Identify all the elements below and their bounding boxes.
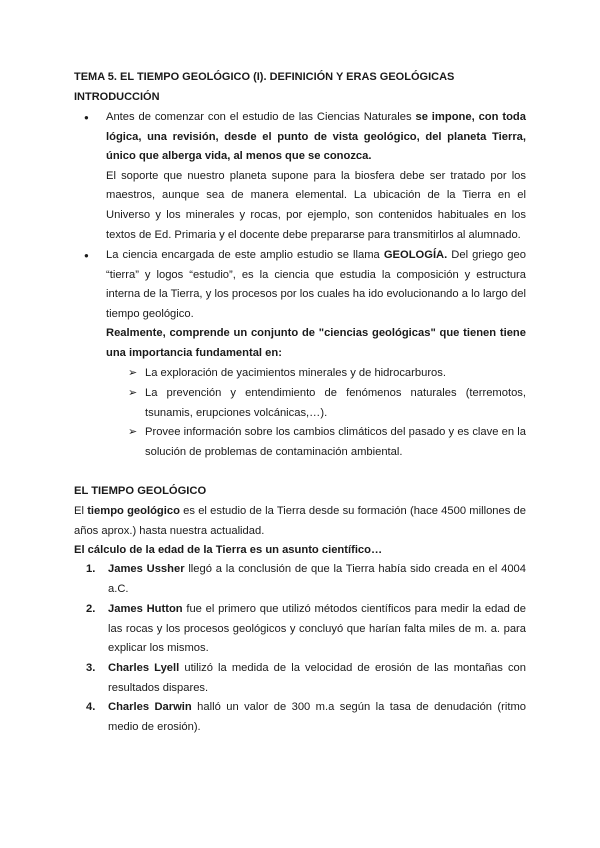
- list-number: 2.: [86, 603, 96, 615]
- list-number: 1.: [86, 563, 96, 575]
- tiempo-paragraph-2: El cálculo de la edad de la Tierra es un asunto científico…: [74, 544, 383, 556]
- tiempo-p1-rest: es el estudio de la Tierra desde su formación (hace 4500 millones de años aprox.) hasta nuestra actualidad.: [74, 505, 527, 537]
- list-number: 4.: [86, 701, 96, 713]
- intro-bullet-2-text: [106, 246, 526, 324]
- bullet-icon: ●: [84, 251, 89, 260]
- sub-item-3-text: Provee información sobre los cambios climáticos del pasado y es clave en la solución de problemas de contaminación ambiental.: [145, 426, 526, 458]
- title-line-1: TEMA 5. EL TIEMPO GEOLÓGICO (I). DEFINICIÓN Y ERAS GEOLÓGICAS: [74, 71, 455, 83]
- sub-item-1: [128, 364, 526, 384]
- arrow-bullet-icon: ➢: [128, 426, 138, 438]
- scientist-name: Charles Darwin: [108, 701, 192, 713]
- scientist-name: James Hutton: [108, 603, 183, 615]
- scientist-description: llegó a la conclusión de que la Tierra había sido creada en el 4004 a.C.: [108, 563, 526, 595]
- title-line-2: INTRODUCCIÓN: [74, 90, 160, 103]
- intro-bullet-2-lead: La ciencia encargada de este amplio estudio se llama: [106, 249, 384, 261]
- scientist-description: utilizó la medida de la velocidad de erosión de las montañas con resultados dispares.: [108, 662, 526, 694]
- scientist-description: halló un valor de 300 m.a según la tasa de denudación (ritmo medio de erosión).: [108, 701, 527, 733]
- section-heading-tiempo: EL TIEMPO GEOLÓGICO: [74, 485, 207, 497]
- arrow-bullet-icon: ➢: [128, 367, 138, 379]
- scientist-name: Charles Lyell: [108, 662, 180, 674]
- intro-bullet-2-bold-paragraph: Realmente, comprende un conjunto de "ciencias geológicas" que tienen tiene una importancia fundamental en:: [106, 327, 526, 359]
- scientist-item-1: [86, 560, 526, 599]
- scientist-description: fue el primero que utilizó métodos científicos para medir la edad de las rocas y los procesos geológicos y concluyó que harían falta miles de m. a. para explicar los mismos.: [108, 603, 526, 655]
- sub-item-3: [128, 423, 526, 462]
- scientist-item-4-text: [108, 698, 526, 737]
- intro-bullet-1-paragraph: El soporte que nuestro planeta supone para la biosfera debe ser tratado por los maestros, aunque sea de manera elemental. La ubicación de la Tierra en el Universo y los minerales y rocas, por ejemplo, son contenidos habituales en los textos de Ed. Primaria y el docente debe prepararse para transmitirlos al alumnado.: [106, 169, 526, 241]
- document-title: [74, 68, 534, 107]
- tiempo-geologico-term: tiempo geológico: [87, 505, 180, 517]
- sub-item-2: [128, 384, 526, 423]
- list-number: 3.: [86, 662, 96, 674]
- intro-bullet-1-text: [106, 108, 526, 167]
- scientist-item-3-text: [108, 659, 526, 698]
- scientist-item-3: [86, 659, 526, 698]
- scientist-name: James Ussher: [108, 563, 185, 575]
- scientist-item-2-text: [108, 600, 526, 659]
- sub-item-2-text: La prevención y entendimiento de fenómenos naturales (terremotos, tsunamis, erupciones volcánicas,…).: [145, 387, 526, 419]
- geologia-term: GEOLOGÍA.: [383, 249, 448, 261]
- intro-bullet-2-rest: Del griego geo “tierra” y logos “estudio”, es la ciencia que estudia la composición y estructura interna de la Tierra, y los procesos por los cuales ha ido evolucionando a lo largo del tiempo geológico.: [106, 249, 526, 320]
- scientist-item-2: [86, 600, 526, 659]
- intro-bullet-2: [86, 246, 526, 364]
- intro-bullet-1: [86, 108, 526, 245]
- scientist-item-1-text: [108, 560, 526, 599]
- scientist-item-4: [86, 698, 526, 737]
- tiempo-p1-start: El: [74, 505, 88, 517]
- bullet-icon: ●: [84, 113, 89, 122]
- intro-bullet-1-bold: se impone, con toda lógica, una revisión, desde el punto de vista geológico, del planeta Tierra, único que alberga vida, al menos que se conozca.: [106, 111, 526, 163]
- sub-item-1-text: La exploración de yacimientos minerales y de hidrocarburos.: [145, 367, 446, 379]
- tiempo-paragraph-1: [74, 502, 526, 541]
- intro-bullet-1-lead: Antes de comenzar con el estudio de las Ciencias Naturales: [106, 111, 416, 123]
- arrow-bullet-icon: ➢: [128, 387, 138, 399]
